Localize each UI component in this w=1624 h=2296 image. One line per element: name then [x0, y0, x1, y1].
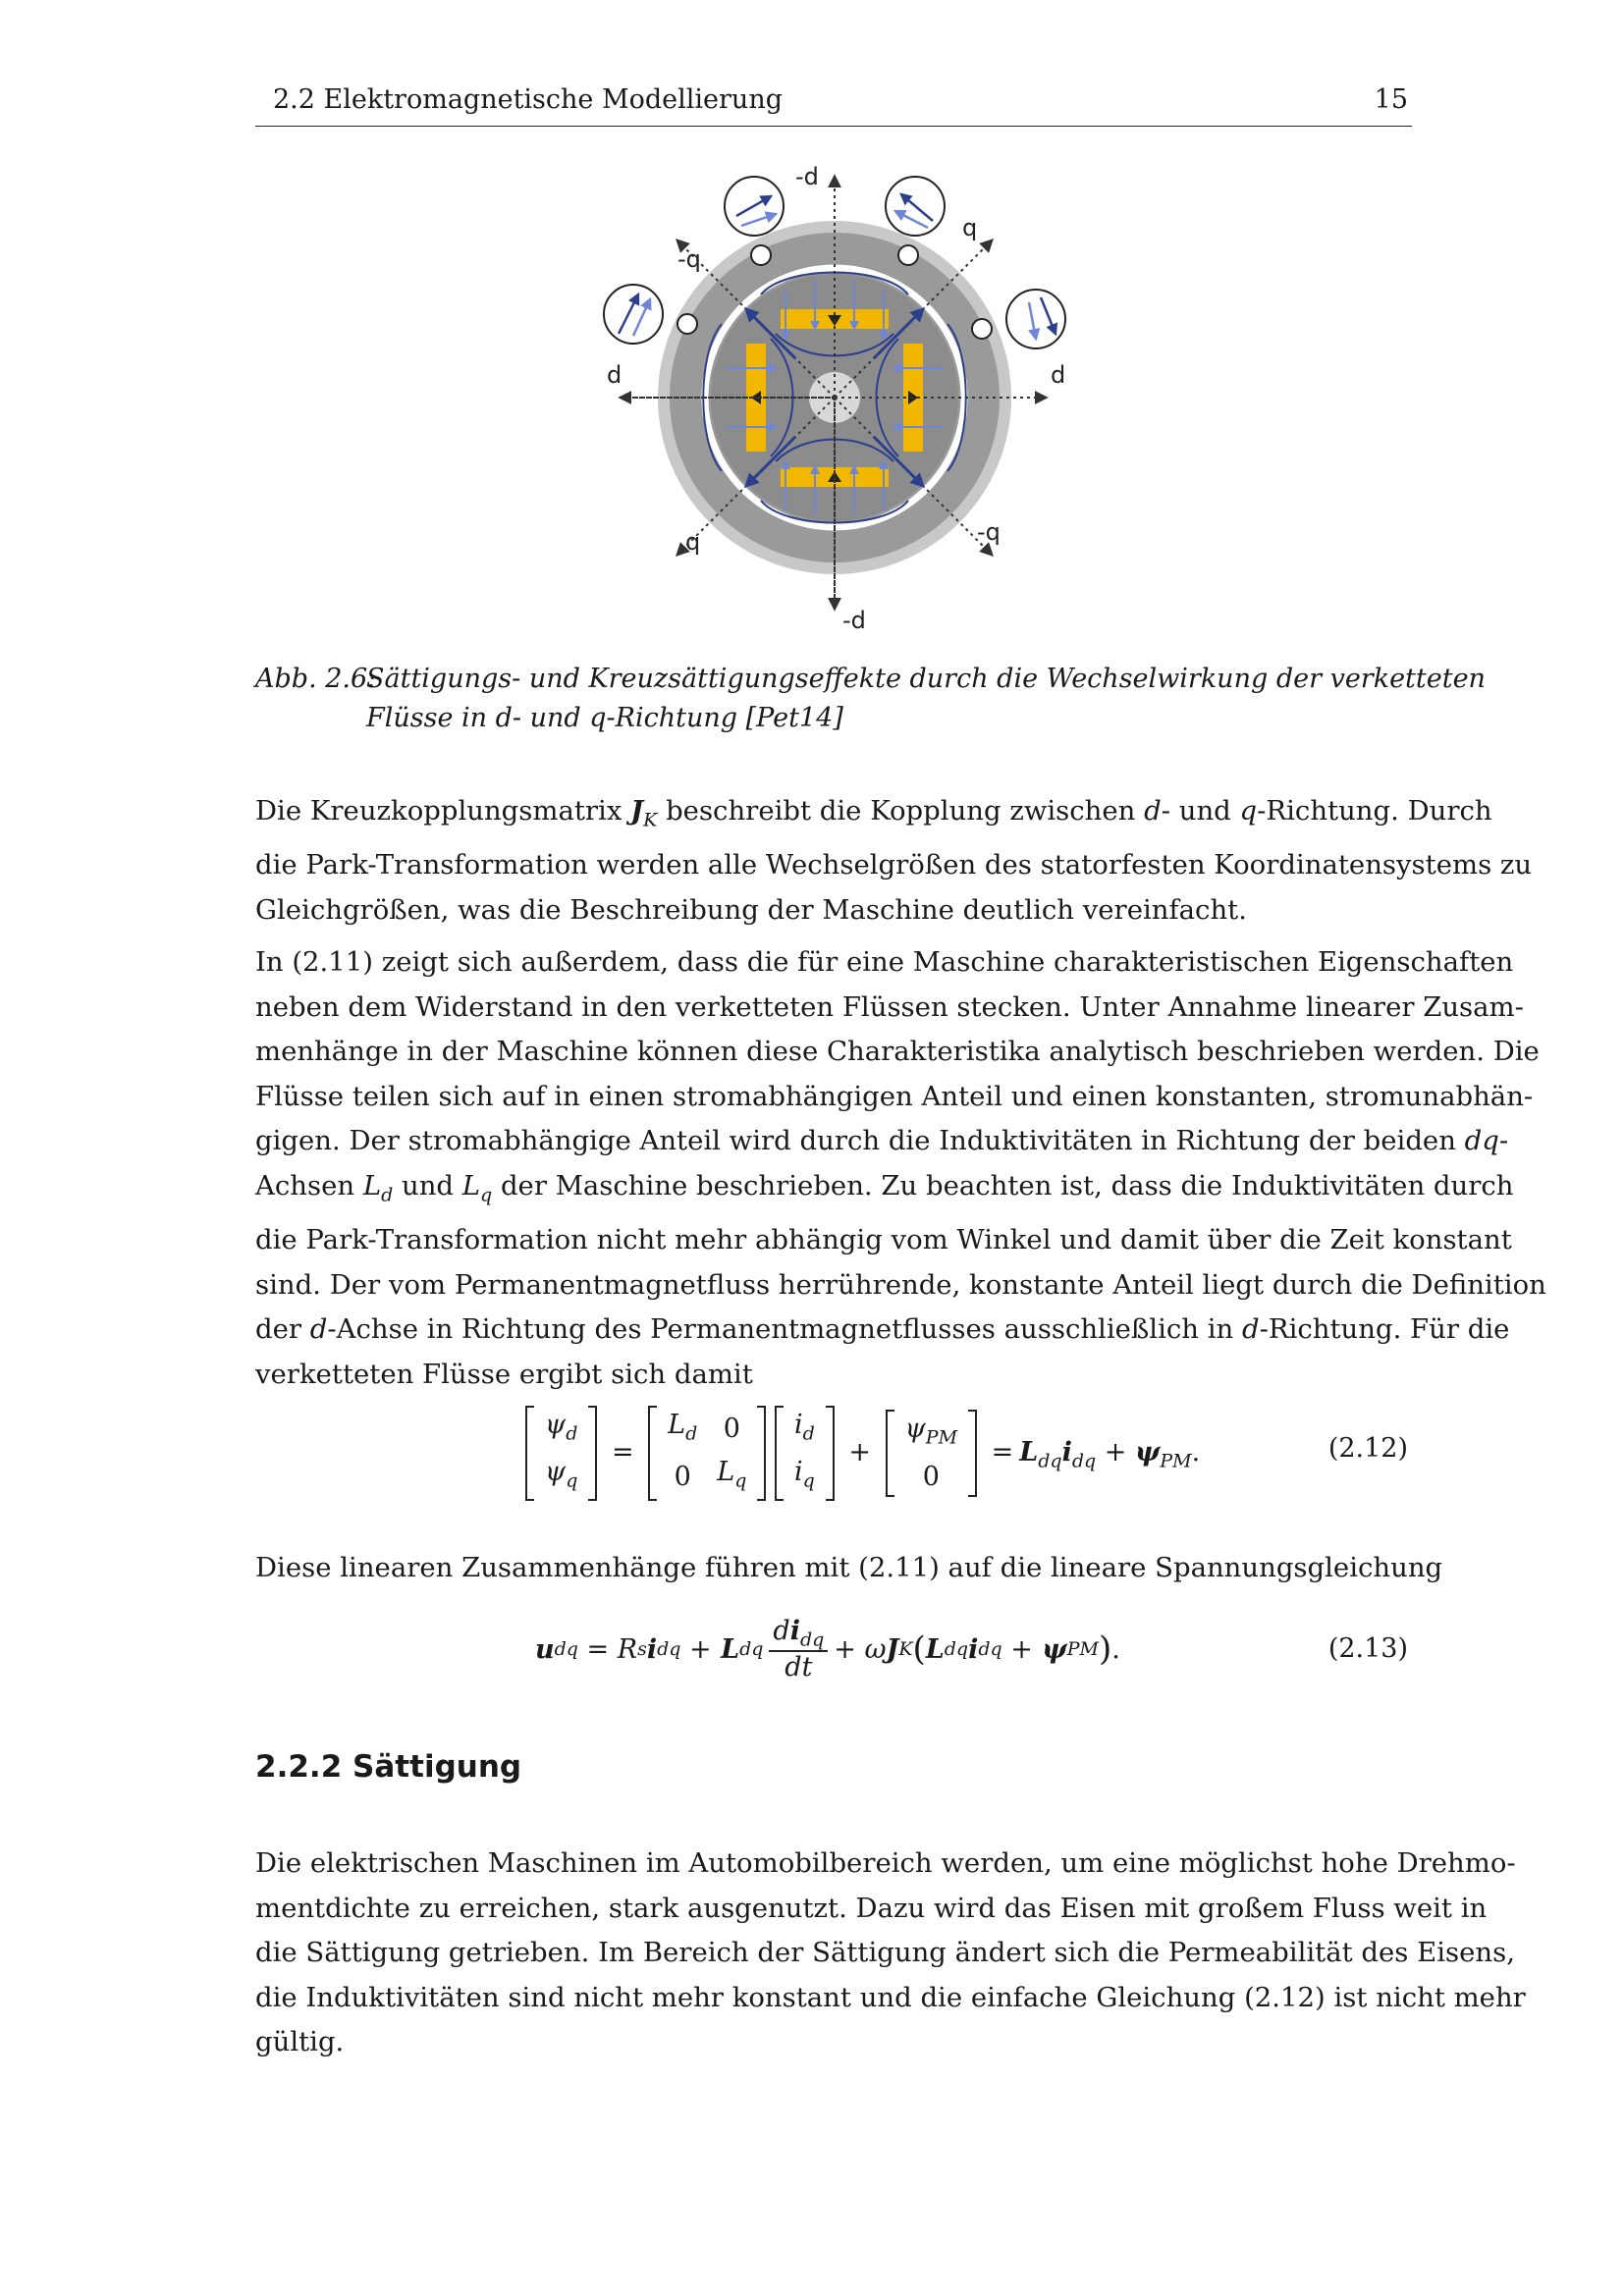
running-header [255, 82, 1412, 127]
para4-line-1: Die elektrischen Maschinen im Automobilbereich werden, um eine möglichst hohe Drehmo- [255, 1847, 1516, 1879]
zoom-bubble-right [1006, 290, 1065, 348]
para2-line-7: die Park-Transformation nicht mehr abhängig vom Winkel und damit über die Zeit konstant [255, 1224, 1512, 1256]
machine-flux-figure [589, 157, 1080, 648]
label-d-left: d [607, 361, 623, 389]
para2-line-5: gigen. Der stromabhängige Anteil wird durch die Induktivitäten in Richtung der beiden dq- [255, 1125, 1509, 1157]
label-q-bottom-left: q [685, 528, 701, 556]
label-neg-q-bottom-right: -q [977, 518, 1001, 546]
paragraph-3 [255, 1546, 1443, 1591]
caption-line-1: Sättigungs- und Kreuzsättigungseffekte durch die Wechselwirkung der verketteten [366, 664, 1486, 694]
caption-label: Abb. 2.6: [255, 664, 377, 694]
label-d-right: d [1051, 361, 1066, 389]
label-neg-d-bottom: -d [842, 607, 866, 634]
para1-line-1: Die Kreuzkopplungsmatrix $J_K$ beschreibt die Kopplung zwischen d- und q-Richtung. Durch [255, 795, 1492, 831]
para1-line-3: Gleichgrößen, was die Beschreibung der Maschine deutlich vereinfacht. [255, 893, 1247, 926]
para4-line-3: die Sättigung getrieben. Im Bereich der Sättigung ändert sich die Permeabilität des Eisens, [255, 1937, 1515, 1969]
equation-2-12 [255, 1406, 1412, 1494]
caption-line-2: Flüsse in d- und q-Richtung [Pet14] [366, 703, 843, 733]
equation-2-13 [255, 1610, 1412, 1688]
equation-2-13-body: u dq = R s i dq + L dq $di_{dq}$ dt + ω J K ( L dq i dq + ψ PM ) . [535, 1615, 1120, 1683]
paragraph-4 [255, 1842, 1526, 2065]
header-section: 2.2 Elektromagnetische Modellierung [273, 84, 783, 115]
label-neg-d-top: -d [795, 163, 819, 190]
paragraph-1 [255, 789, 1533, 933]
page-number: 15 [1374, 84, 1408, 115]
para2-line-6: Achsen $L_d$ und $L_q$ der Maschine beschrieben. Zu beachten ist, dass die Induktivitäten durch [255, 1169, 1514, 1206]
para2-line-1: In (2.11) zeigt sich außerdem, dass die für eine Maschine charakteristischen Eigenschaften [255, 946, 1514, 978]
paragraph-2 [255, 940, 1546, 1397]
para4-line-5: gültig. [255, 2026, 345, 2058]
para1-line-2: die Park-Transformation werden alle Wechselgrößen des statorfesten Koordinatensystems zu [255, 849, 1533, 881]
para4-line-2: mentdichte zu erreichen, stark ausgenutzt. Dazu wird das Eisen mit großem Fluss weit in [255, 1892, 1488, 1924]
para2-line-9: der d-Achse in Richtung des Permanentmagnetflusses ausschließlich in d-Richtung. Für die [255, 1313, 1510, 1346]
section-heading: 2.2.2 Sättigung [255, 1749, 522, 1785]
label-q-top-right: q [962, 214, 978, 241]
para4-line-4: die Induktivitäten sind nicht mehr konstant und die einfache Gleichung (2.12) ist nicht mehr [255, 1981, 1526, 2013]
equation-number-2-13: (2.13) [1327, 1633, 1408, 1664]
para2-line-3: menhänge in der Maschine können diese Charakteristika analytisch beschrieben werden. Die [255, 1036, 1540, 1068]
para2-line-10: verketteten Flüsse ergibt sich damit [255, 1358, 753, 1390]
para2-line-8: sind. Der vom Permanentmagnetfluss herrührende, konstante Anteil liegt durch die Definition [255, 1268, 1546, 1301]
figure-caption [255, 660, 1486, 738]
equation-number-2-12: (2.12) [1327, 1433, 1408, 1464]
label-neg-q-top-left: -q [677, 245, 701, 273]
para2-line-2: neben dem Widerstand in den verketteten Flüssen stecken. Unter Annahme linearer Zusam- [255, 990, 1524, 1023]
para2-line-4: Flüsse teilen sich auf in einen stromabhängigen Anteil und einen konstanten, stromunabhän- [255, 1080, 1534, 1112]
equation-2-12-body: $\psi_d$ $\psi_q$ = $L_d$ 0 0 $L_q$ $i_d$ $i_q$ + $\psi_{PM}$ 0 = $L_{dq}i_{dq} + \psi_{PM}$. [525, 1406, 1200, 1501]
para3-line-1: Diese linearen Zusammenhänge führen mit (2.11) auf die lineare Spannungsgleichung [255, 1552, 1443, 1583]
